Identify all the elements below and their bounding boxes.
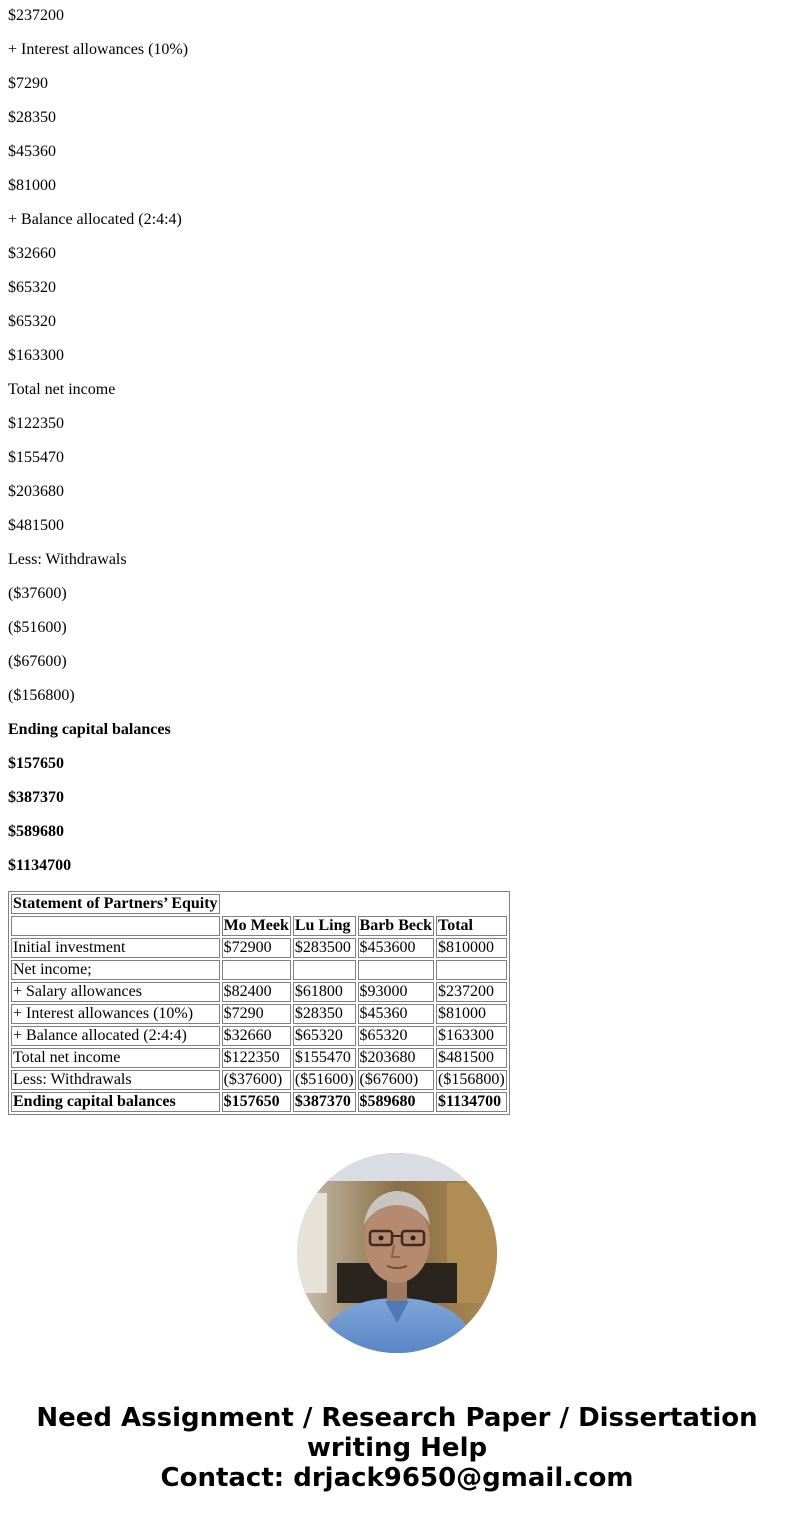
table-cell: $387370 [293,1092,356,1112]
avatar [297,1153,497,1353]
table-cell: $237200 [436,982,507,1002]
text-line: + Interest allowances (10%) [8,41,189,58]
table-cell: $61800 [293,982,356,1002]
table-cell: $65320 [293,1026,356,1046]
row-label: + Salary allowances [11,982,220,1002]
text-lines [8,5,188,889]
text-line: Less: Withdrawals [8,551,127,568]
column-header: Mo Meek [223,917,289,934]
table-cell: $810000 [436,938,507,958]
table-header-row [11,916,507,936]
text-line: $65320 [8,313,56,330]
text-line: $157650 [8,755,64,772]
table-cell: $1134700 [436,1092,507,1112]
help-line-2: writing Help [306,1433,488,1463]
column-header: Lu Ling [293,916,356,936]
text-line: $65320 [8,279,56,296]
table-cell: ($37600) [222,1070,291,1090]
partners-equity-table [8,891,510,1115]
table-cell: $163300 [436,1026,507,1046]
table-row [11,938,507,958]
text-line: $481500 [8,517,64,534]
row-label: + Balance allocated (2:4:4) [11,1026,220,1046]
row-label: Ending capital balances [11,1092,220,1112]
table-title-row [11,894,507,914]
row-label: Total net income [11,1048,220,1068]
table-cell: $203680 [358,1048,434,1068]
table-cell: $28350 [293,1004,356,1024]
table-row [11,1092,507,1112]
table-row [11,1048,507,1068]
text-line: $203680 [8,483,64,500]
table-cell: $453600 [358,938,434,958]
text-line: $81000 [8,177,56,194]
text-line: $28350 [8,109,56,126]
column-header [11,916,220,936]
table-row [11,960,507,980]
table-cell: $81000 [436,1004,507,1024]
text-line: ($156800) [8,687,75,704]
row-label: Less: Withdrawals [11,1070,220,1090]
text-line: $1134700 [8,857,72,874]
table-cell [222,960,291,980]
table-cell: $283500 [293,938,356,958]
help-banner [0,1403,794,1493]
text-line: ($51600) [8,619,67,636]
table-cell: $122350 [222,1048,291,1068]
table-cell: $72900 [222,938,291,958]
table-cell: $157650 [222,1092,291,1112]
table-cell: $93000 [358,982,434,1002]
column-header: Total [436,916,507,936]
text-line: $237200 [8,7,64,24]
text-line: Ending capital balances [8,721,171,738]
table-cell [358,960,434,980]
table-cell: $589680 [358,1092,434,1112]
author-portrait-icon [297,1153,497,1353]
table-cell: ($51600) [294,1071,354,1088]
table-cell: $82400 [222,982,291,1002]
column-header: Barb Beck [359,917,432,934]
text-line: ($67600) [8,653,67,670]
table-cell: $45360 [358,1004,434,1024]
text-line: $45360 [8,143,56,160]
table-cell: $32660 [222,1026,291,1046]
table-title: Statement of Partners’ Equity [13,895,218,912]
row-label: + Interest allowances (10%) [11,1004,220,1024]
table-cell [293,960,356,980]
text-line: $122350 [8,415,64,432]
table-row [11,982,507,1002]
text-line: ($37600) [8,585,67,602]
table-cell: $481500 [436,1048,507,1068]
text-line: $387370 [8,789,64,806]
table-cell: $7290 [222,1004,291,1024]
text-line: $155470 [8,449,64,466]
table-row [11,1004,507,1024]
table-cell: ($67600) [358,1070,434,1090]
table-cell [436,960,507,980]
text-line: $163300 [8,347,64,364]
text-line: + Balance allocated (2:4:4) [8,211,182,228]
table-row [11,1070,507,1090]
text-line: $589680 [8,823,64,840]
help-contact: Contact: drjack9650@gmail.com [160,1463,634,1493]
table-cell: $65320 [358,1026,434,1046]
row-label: Net income; [11,960,220,980]
text-line: Total net income [8,381,116,398]
table-row [11,1026,507,1046]
table-cell: $155470 [293,1048,356,1068]
text-line: $7290 [8,75,48,92]
table-cell: ($156800) [437,1071,505,1088]
help-line-1: Need Assignment / Research Paper / Dissertation [36,1403,758,1433]
row-label: Initial investment [11,938,220,958]
text-line: $32660 [8,245,56,262]
